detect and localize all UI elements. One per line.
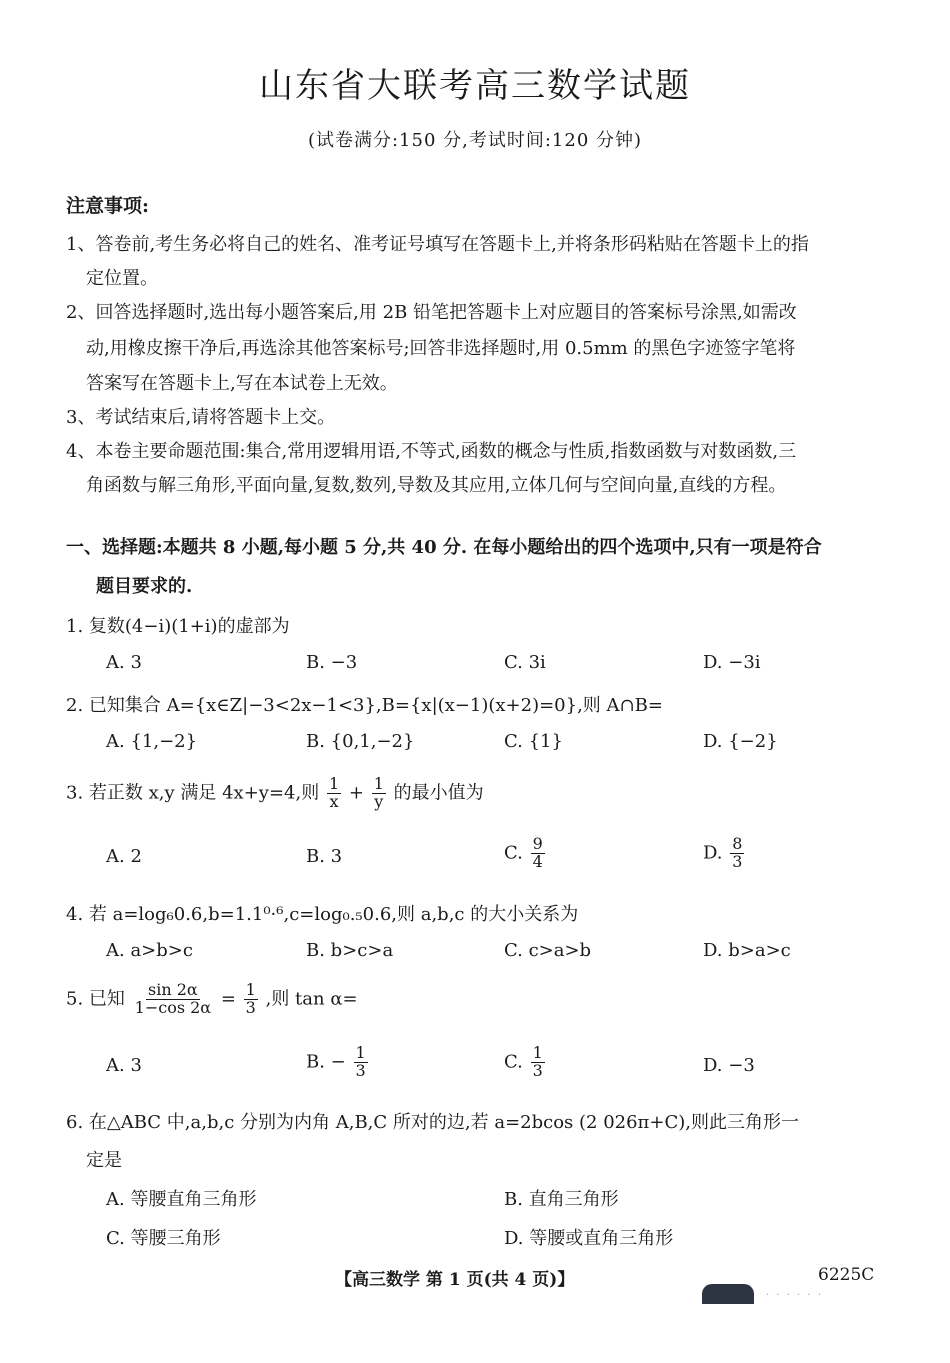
fraction-numerator: 1: [532, 1043, 543, 1062]
option-label: B. −: [306, 1051, 346, 1073]
fraction-denominator: 1−cos 2α: [134, 997, 212, 1017]
fraction-numerator: sin 2α: [148, 980, 198, 999]
question-1-option-b: B. −3: [306, 652, 358, 673]
option-fraction: [354, 1045, 368, 1080]
page-footer: 【高三数学 第 1 页(共 4 页)】: [335, 1270, 575, 1290]
exam-code: 6225C: [818, 1265, 875, 1285]
question-1-option-c: C. 3i: [504, 652, 546, 673]
fraction-denominator: 3: [355, 1060, 366, 1080]
notice-line: 2、回答选择题时,选出每小题答案后,用 2B 铅笔把答题卡上对应题目的答案标号涂黑,如需改: [66, 302, 797, 323]
fraction-denominator: 4: [532, 851, 543, 871]
question-5-option-b: [306, 1045, 370, 1080]
question-2-option-b: B. {0,1,−2}: [306, 731, 415, 752]
question-6-option-c: C. 等腰三角形: [106, 1228, 221, 1249]
fraction-one-over-y: [372, 776, 386, 811]
question-6-option-a: A. 等腰直角三角形: [106, 1189, 257, 1210]
fraction-one-third: [244, 982, 258, 1017]
option-fraction: [531, 1045, 545, 1080]
fraction-numerator: 1: [355, 1043, 366, 1062]
option-fraction: [531, 836, 545, 871]
question-3-option-c: [504, 836, 547, 871]
question-2-option-c: C. {1}: [504, 731, 563, 752]
question-1-stem: 1. 复数(4−i)(1+i)的虚部为: [66, 616, 290, 637]
section-heading-cont: 题目要求的.: [96, 576, 193, 597]
question-4-option-b: B. b>c>a: [306, 940, 394, 961]
fraction-sin-over-cos: [133, 982, 213, 1017]
fraction-numerator: 9: [532, 834, 543, 853]
question-5-option-d: D. −3: [703, 1055, 755, 1076]
question-3-stem-end: 的最小值为: [393, 782, 484, 804]
fraction-denominator: y: [374, 791, 384, 811]
question-1-option-d: D. −3i: [703, 652, 761, 673]
fraction-denominator: 3: [732, 851, 743, 871]
question-4-option-c: C. c>a>b: [504, 940, 592, 961]
question-5-stem: [66, 982, 358, 1017]
question-3-option-a: A. 2: [106, 846, 142, 867]
notice-line: 定位置。: [86, 268, 158, 289]
question-4-option-a: A. a>b>c: [106, 940, 193, 961]
question-2-option-d: D. {−2}: [703, 731, 778, 752]
notice-line: 4、本卷主要命题范围:集合,常用逻辑用语,不等式,函数的概念与性质,指数函数与对数函数,三: [66, 441, 797, 462]
fraction-numerator: 1: [328, 774, 340, 793]
equals-sign: =: [220, 988, 236, 1010]
question-6-stem: 6. 在△ABC 中,a,b,c 分别为内角 A,B,C 所对的边,若 a=2bcos (2 026π+C),则此三角形一: [66, 1112, 799, 1133]
fraction-numerator: 8: [732, 834, 743, 853]
question-6-option-d: D. 等腰或直角三角形: [504, 1228, 674, 1249]
fraction-one-over-x: [327, 776, 341, 811]
exam-info: (试卷满分:150 分,考试时间:120 分钟): [307, 130, 643, 151]
question-6-option-b: B. 直角三角形: [504, 1189, 619, 1210]
option-label: D.: [703, 842, 723, 864]
question-2-stem: 2. 已知集合 A={x∈Z|−3<2x−1<3},B={x|(x−1)(x+2)=0},则 A∩B=: [66, 695, 663, 716]
question-2-option-a: A. {1,−2}: [106, 731, 198, 752]
question-3-option-d: [703, 836, 746, 871]
option-label: C.: [504, 1051, 523, 1073]
watermark-smudge: · · · · · ·: [766, 1290, 823, 1301]
question-3-stem-start: 3. 若正数 x,y 满足 4x+y=4,则: [66, 782, 320, 804]
question-3-stem: [66, 776, 484, 811]
question-5-stem-start: 5. 已知: [66, 988, 125, 1010]
question-5-option-a: A. 3: [106, 1055, 142, 1076]
question-3-option-b: B. 3: [306, 846, 343, 867]
plus-sign: +: [348, 782, 364, 804]
option-label: C.: [504, 842, 523, 864]
notice-heading: 注意事项:: [66, 195, 150, 217]
page-title: 山东省大联考高三数学试题: [259, 66, 691, 106]
question-4-stem: 4. 若 a=log₆0.6,b=1.1⁰·⁶,c=log₀.₅0.6,则 a,b,c 的大小关系为: [66, 904, 579, 925]
notice-line: 动,用橡皮擦干净后,再选涂其他答案标号;回答非选择题时,用 0.5mm 的黑色字迹签字笔将: [86, 338, 796, 359]
question-5-stem-end: ,则 tan α=: [265, 988, 358, 1010]
question-4-option-d: D. b>a>c: [703, 940, 791, 961]
fraction-denominator: 3: [532, 1060, 543, 1080]
notice-line: 1、答卷前,考生务必将自己的姓名、准考证号填写在答题卡上,并将条形码粘贴在答题卡上的指: [66, 234, 809, 255]
option-fraction: [730, 836, 744, 871]
notice-line: 3、考试结束后,请将答题卡上交。: [66, 407, 336, 428]
fraction-denominator: x: [329, 791, 339, 811]
question-6-stem-cont: 定是: [86, 1150, 122, 1171]
section-heading: 一、选择题:本题共 8 小题,每小题 5 分,共 40 分. 在每小题给出的四个选项中,只有一项是符合: [66, 537, 822, 558]
fraction-numerator: 1: [245, 980, 256, 999]
watermark-logo-icon: [702, 1284, 754, 1304]
notice-line: 角函数与解三角形,平面向量,复数,数列,导数及其应用,立体几何与空间向量,直线的方程。: [86, 475, 787, 496]
question-5-option-c: [504, 1045, 547, 1080]
question-1-option-a: A. 3: [106, 652, 142, 673]
notice-line: 答案写在答题卡上,写在本试卷上无效。: [86, 373, 398, 394]
fraction-numerator: 1: [373, 774, 384, 793]
fraction-denominator: 3: [245, 997, 256, 1017]
